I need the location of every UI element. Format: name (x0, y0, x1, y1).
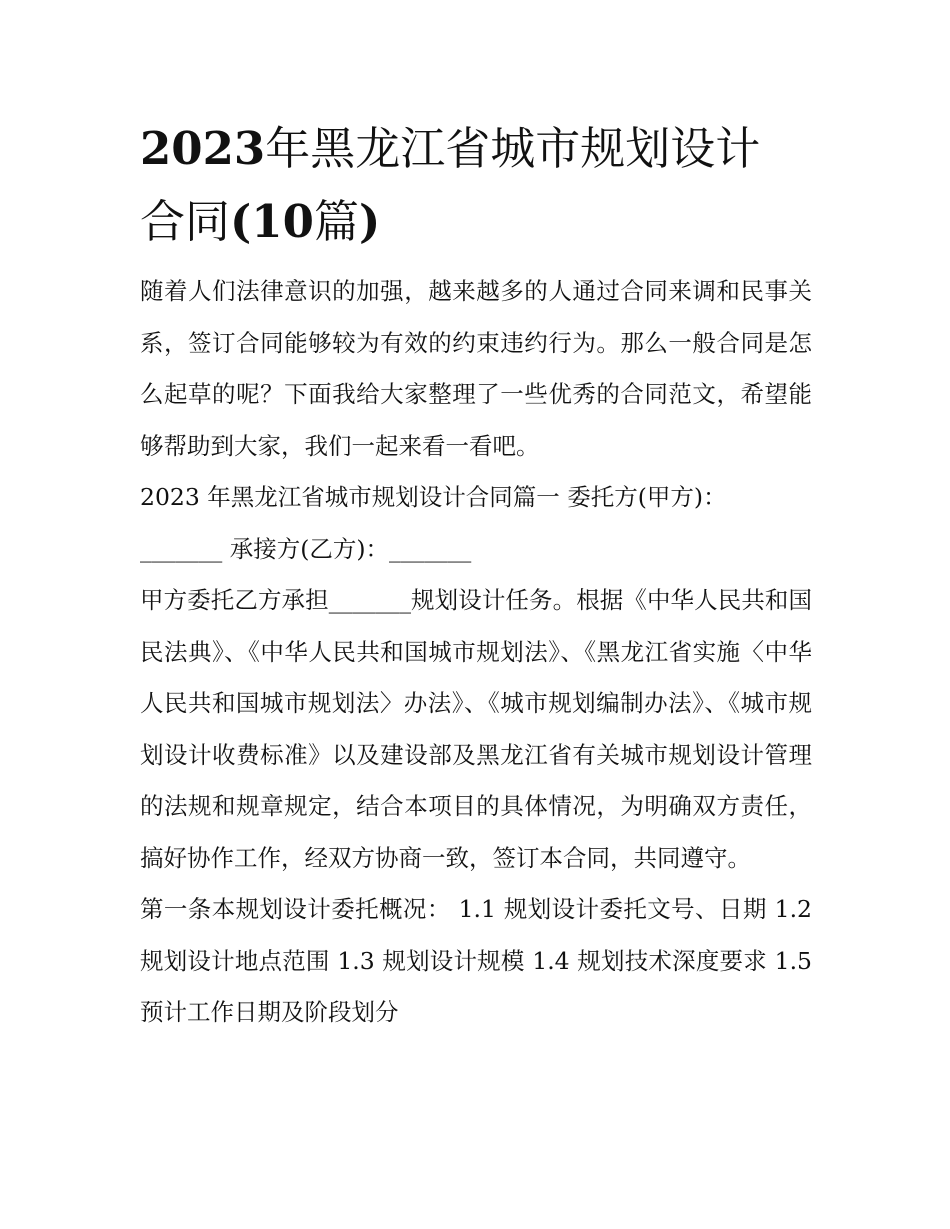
intro-paragraph: 随着人们法律意识的加强，越来越多的人通过合同来调和民事关系，签订合同能够较为有效的约束违约行为。那么一般合同是怎么起草的呢？下面我给大家整理了一些优秀的合同范文，希望能够帮助到大家，我们一起来看一看吧。 (140, 277, 812, 460)
title-text-line1: 年黑龙江省城市规划设计 (265, 122, 761, 175)
title-text-line2-b: 篇 (313, 195, 359, 248)
title-text-line2-a: 合同 (140, 195, 231, 248)
article-one-paragraph: 第一条本规划设计委托概况： 1.1 规划设计委托文号、日期 1.2 规划设计地点范围 1.3 规划设计规模 1.4 规划技术深度要求 1.5 预计工作日期及阶段划分 (140, 895, 812, 1026)
entrustment-paragraph: 甲方委托乙方承担_______规划设计任务。根据《中华人民共和国民法典》、《中华人民共和国城市规划法》、《黑龙江省实施〈中华人民共和国城市规划法〉办法》、《城市规划编制办法》、《城市规划设计收费标准》以及建设部及黑龙江省有关城市规划设计管理的法规和规章规定，结合本项目的具体情况，为明确双方责任，搞好协作工作，经双方协商一致，签订本合同，共同遵守。 (140, 586, 812, 872)
document-page (140, 112, 812, 1039)
title-count: (10 (230, 195, 314, 248)
document-title (140, 112, 812, 258)
contract-heading-line: 2023 年黑龙江省城市规划设计合同篇一 委托方(甲方)： (140, 483, 727, 511)
title-year: 2023 (140, 122, 266, 175)
contractor-line: _______ 承接方(乙方)：_______ (140, 534, 472, 563)
title-close-paren: ) (358, 195, 381, 248)
